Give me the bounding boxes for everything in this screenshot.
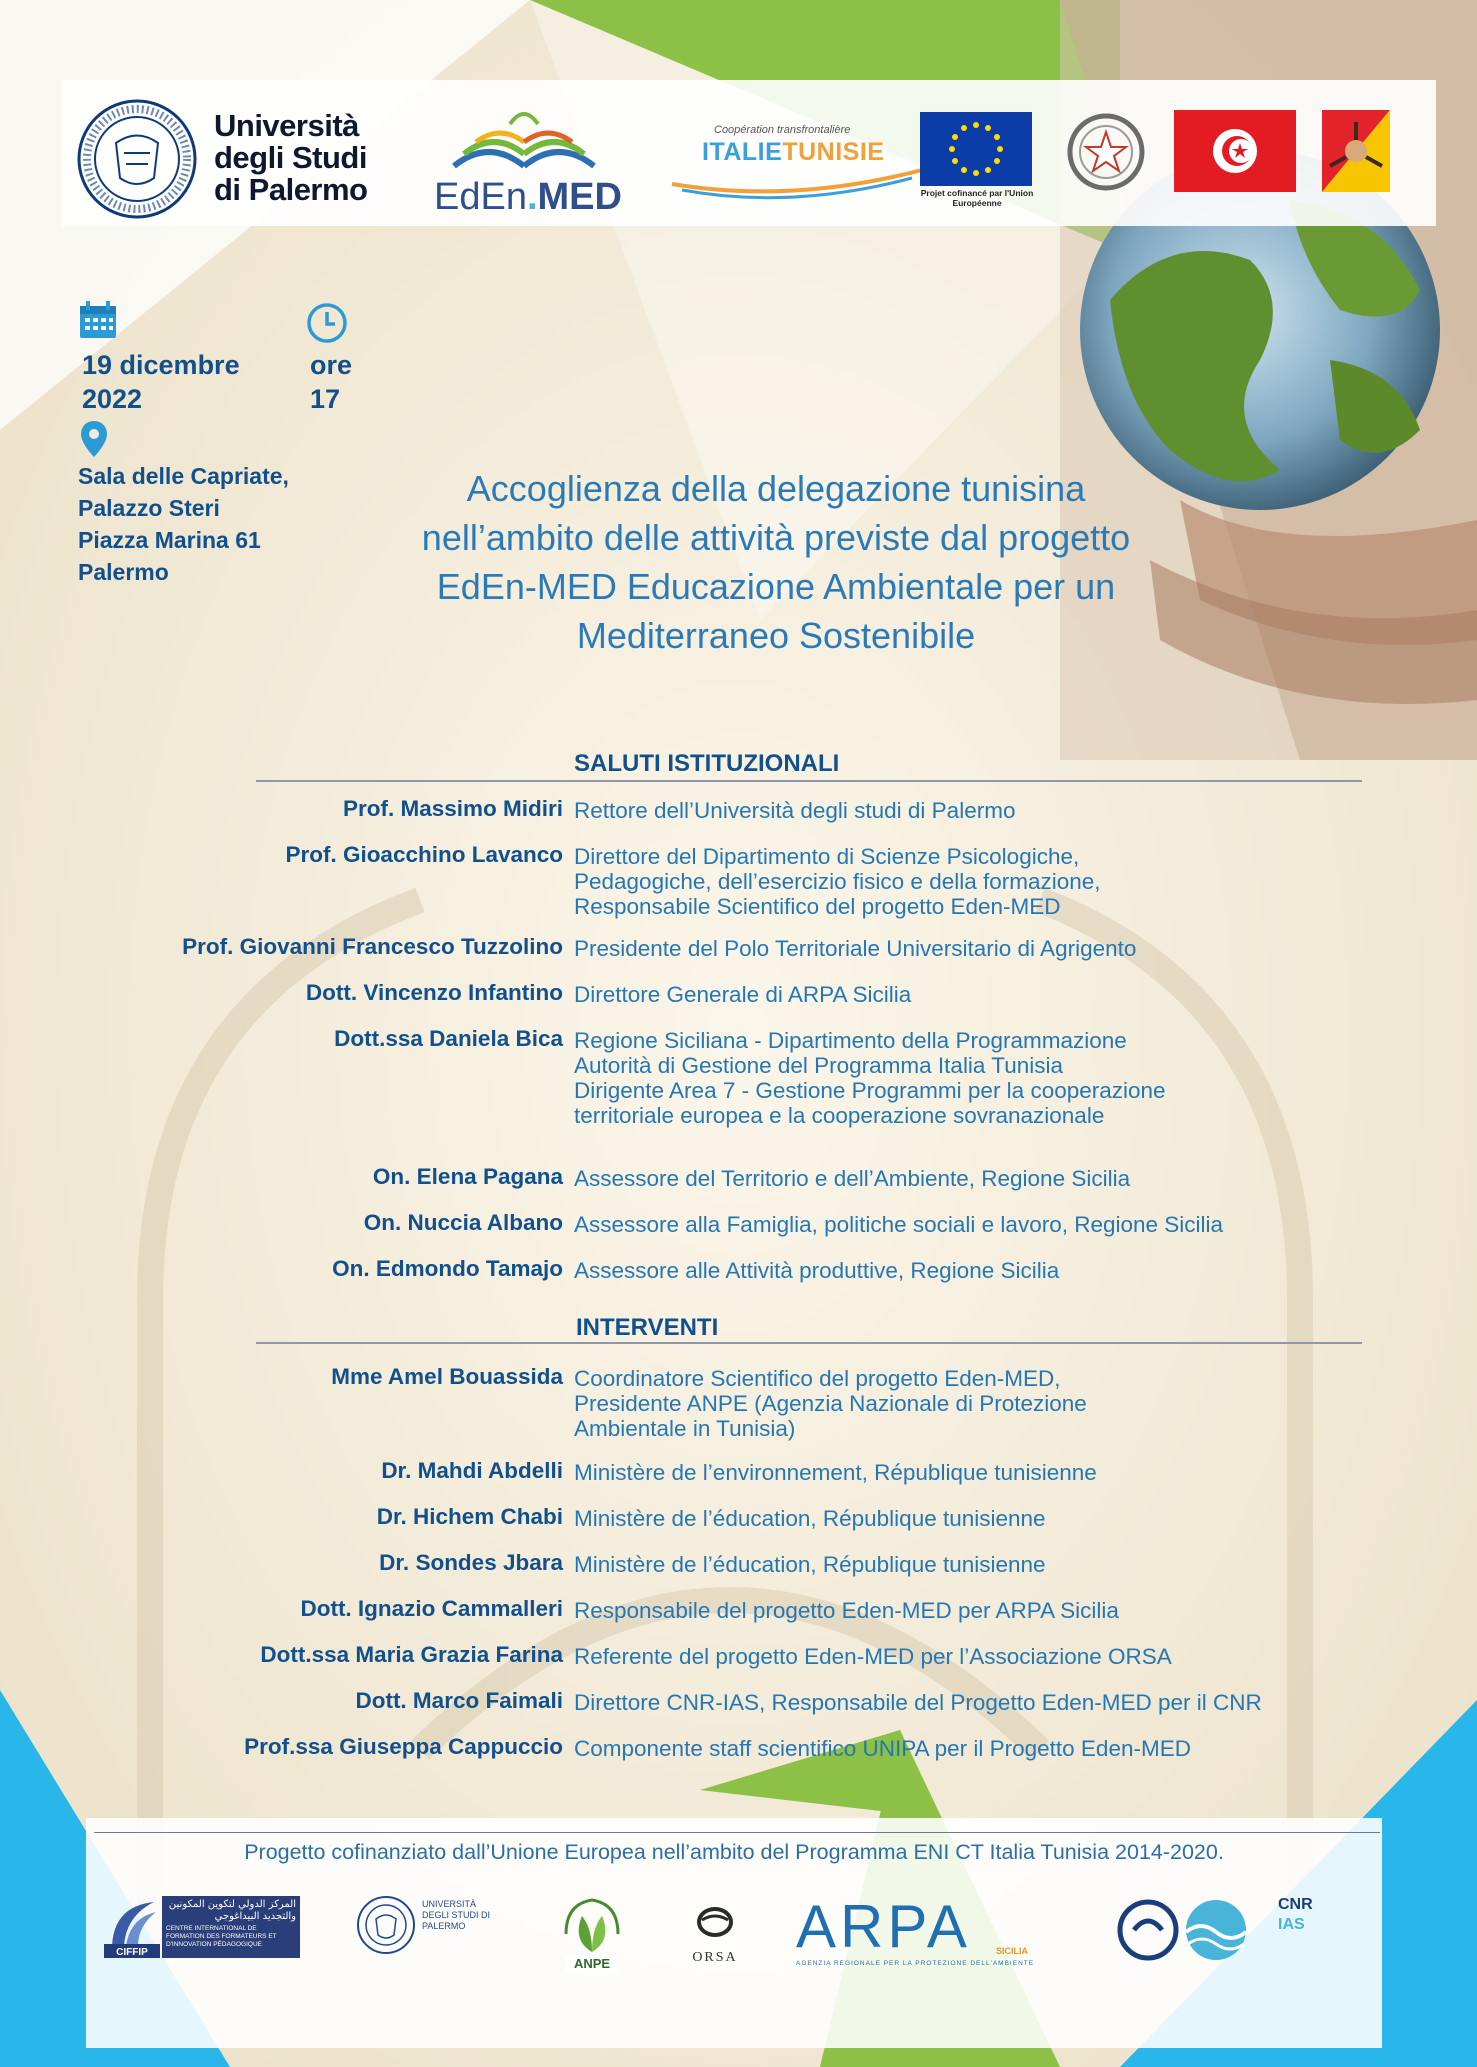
eu-cofinance-caption: Projet cofinancé par l'Union Européenne xyxy=(920,188,1034,208)
speaker-role: Assessore alle Attività produttive, Regione Sicilia xyxy=(574,1258,1060,1283)
university-name: Università degli Studi di Palermo xyxy=(214,108,368,207)
speaker-role: Ministère de l’éducation, République tunisienne xyxy=(574,1506,1046,1531)
speaker-role: Direttore Generale di ARPA Sicilia xyxy=(574,982,912,1007)
speaker-role: Ministère de l’environnement, République tunisienne xyxy=(574,1460,1097,1485)
ciffip-logo xyxy=(104,1896,300,1964)
section-divider xyxy=(256,1342,1362,1344)
speaker-role: Ministère de l’éducation, République tunisienne xyxy=(574,1552,1046,1577)
speaker-name: On. Nuccia Albano xyxy=(363,1210,563,1235)
cnr-ias-logo: CNR IAS xyxy=(1116,1890,1366,1976)
logo-strip xyxy=(62,80,1434,226)
speaker-role: Componente staff scientifico UNIPA per il Progetto Eden-MED xyxy=(574,1736,1191,1761)
event-place: Sala delle Capriate, Palazzo Steri Piazza Marina 61 Palermo xyxy=(78,463,289,585)
speaker-role: Coordinatore Scientifico del progetto Eden-MED, Presidente ANPE (Agenzia Nazionale di Protezione Ambientale in Tunisia) xyxy=(574,1366,1087,1441)
section-heading-saluti: SALUTI ISTITUZIONALI xyxy=(574,750,840,777)
section-divider xyxy=(256,780,1362,782)
speaker-role: Referente del progetto Eden-MED per l’Associazione ORSA xyxy=(574,1644,1172,1669)
location-pin-icon xyxy=(80,420,108,458)
orsa-logo: ORSA xyxy=(690,1894,740,1980)
cnr-ias-emblem-icon xyxy=(1116,1890,1266,1970)
unipa-small-logo: UNIVERSITÀ DEGLI STUDI DI PALERMO xyxy=(356,1893,492,1969)
speaker-role: Assessore alla Famiglia, politiche sociali e lavoro, Regione Sicilia xyxy=(574,1212,1224,1237)
section-heading-interventi: INTERVENTI xyxy=(576,1314,719,1341)
speaker-name: Dott. Vincenzo Infantino xyxy=(305,980,563,1005)
ciffip-emblem-icon xyxy=(104,1896,160,1958)
anpe-logo: ANPE xyxy=(556,1894,628,1974)
arpa-wordmark: ARPA xyxy=(796,1893,971,1960)
italian-emblem-icon xyxy=(1064,110,1148,194)
calendar-icon xyxy=(78,300,118,340)
eden-med-wordmark: EdEn.MED xyxy=(434,176,622,218)
eu-flag-icon xyxy=(920,112,1032,186)
speaker-name: Dr. Mahdi Abdelli xyxy=(381,1458,563,1483)
clock-icon xyxy=(306,302,348,344)
speaker-role: Direttore CNR-IAS, Responsabile del Progetto Eden-MED per il CNR xyxy=(574,1690,1262,1715)
ciffip-text-block: المركز الدولي لتكوين المكونين والتجديد البيداغوجي CENTRE INTERNATIONAL DE FORMATION DES FORMATEURS ET D'INNOVATION PÉDAGOGIQUE xyxy=(162,1896,300,1958)
speaker-name: Dott.ssa Maria Grazia Farina xyxy=(260,1642,563,1667)
speaker-name: Prof. Massimo Midiri xyxy=(342,796,563,821)
interreg-caption: Coopération transfrontalière xyxy=(714,124,851,136)
unipa-small-seal-icon xyxy=(356,1895,416,1955)
event-time: ore 17 xyxy=(310,350,353,414)
speaker-name: Dott. Marco Faimali xyxy=(355,1688,563,1713)
speaker-role: Regione Siciliana - Dipartimento della Programmazione Autorità di Gestione del Programma Italia Tunisia Dirigente Area 7 - Gestione Programmi per la cooperazione territoriale europea e la cooperazione sovranazionale xyxy=(574,1028,1166,1128)
speaker-role: Direttore del Dipartimento di Scienze Psicologiche, Pedagogiche, dell’esercizio fisico e della formazione, Responsabile Scientifico del progetto Eden-MED xyxy=(574,844,1101,919)
ciffip-acronym: CIFFIP xyxy=(116,1947,148,1958)
speaker-name: Dr. Hichem Chabi xyxy=(376,1504,563,1529)
event-date: 19 dicembre 2022 xyxy=(82,350,240,414)
speaker-name: Dr. Sondes Jbara xyxy=(379,1550,563,1575)
speaker-name: Prof. Gioacchino Lavanco xyxy=(285,842,563,867)
speaker-name: On. Elena Pagana xyxy=(372,1164,563,1189)
tunisia-flag-icon xyxy=(1174,110,1296,192)
speaker-name: Prof.ssa Giuseppa Cappuccio xyxy=(244,1734,563,1759)
arpa-logo: ARPA SICILIA AGENZIA REGIONALE PER LA PROTEZIONE DELL'AMBIENTE xyxy=(796,1893,1035,1967)
event-title: Accoglienza della delegazione tunisina nell’ambito delle attività previste dal progetto EdEn-MED Educazione Ambientale per un Mediterraneo Sostenibile xyxy=(421,468,1131,656)
italie-tunisie-wordmark: ITALIETUNISIE xyxy=(702,138,885,166)
speaker-role: Responsabile del progetto Eden-MED per ARPA Sicilia xyxy=(574,1598,1119,1623)
orsa-emblem-icon xyxy=(690,1894,740,1950)
speaker-name: Dott.ssa Daniela Bica xyxy=(334,1026,563,1051)
speaker-name: Prof. Giovanni Francesco Tuzzolino xyxy=(182,934,563,959)
unipa-seal-icon xyxy=(76,98,198,220)
footer-divider xyxy=(94,1832,1380,1833)
speaker-role: Presidente del Polo Territoriale Universitario di Agrigento xyxy=(574,936,1137,961)
speaker-name: On. Edmondo Tamajo xyxy=(332,1256,563,1281)
speaker-role: Assessore del Territorio e dell’Ambiente, Regione Sicilia xyxy=(574,1166,1131,1191)
speaker-name: Mme Amel Bouassida xyxy=(331,1364,563,1389)
footer-cofinance-text: Progetto cofinanziato dall’Unione Europea nell’ambito del Programma ENI CT Italia Tunisia 2014-2020. xyxy=(244,1840,1224,1864)
speaker-role: Rettore dell’Università degli studi di Palermo xyxy=(574,798,1016,823)
speaker-name: Dott. Ignazio Cammalleri xyxy=(300,1596,563,1621)
sicily-flag-icon xyxy=(1322,110,1390,192)
